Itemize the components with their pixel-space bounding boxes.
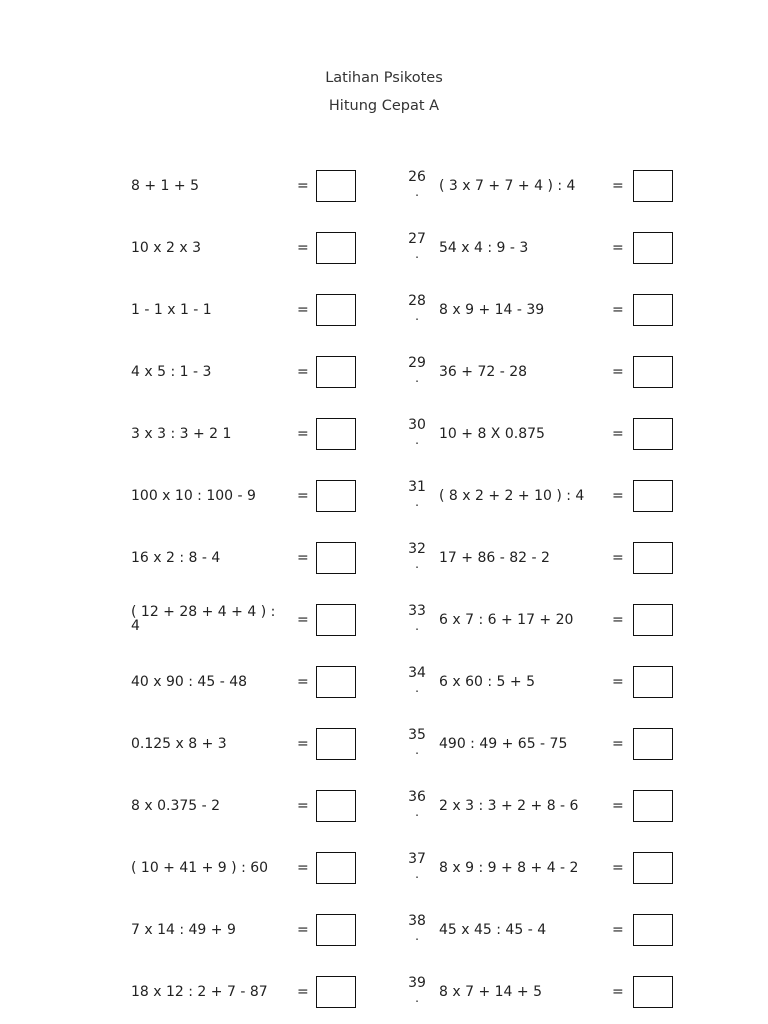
equals-sign: = bbox=[297, 860, 309, 876]
question-expression: 17 + 86 - 82 - 2 bbox=[439, 550, 550, 566]
question-number bbox=[406, 170, 428, 198]
answer-box[interactable] bbox=[316, 170, 356, 202]
question-expression: ( 10 + 41 + 9 ) : 60 bbox=[131, 860, 269, 876]
page-title: Latihan Psikotes bbox=[325, 70, 443, 86]
answer-box[interactable] bbox=[633, 170, 673, 202]
question-number-digits: 31 bbox=[408, 479, 426, 495]
question-number bbox=[406, 480, 428, 508]
equals-sign: = bbox=[297, 488, 309, 504]
question-number bbox=[406, 418, 428, 446]
equals-sign: = bbox=[612, 488, 624, 504]
answer-box[interactable] bbox=[633, 356, 673, 388]
equals-sign: = bbox=[612, 922, 624, 938]
question-number-digits: 34 bbox=[408, 665, 426, 681]
equals-sign: = bbox=[297, 178, 309, 194]
answer-box[interactable] bbox=[633, 604, 673, 636]
question-number-dot: . bbox=[415, 991, 419, 1005]
question-number bbox=[406, 666, 428, 694]
question-expression: 8 x 9 : 9 + 8 + 4 - 2 bbox=[439, 860, 579, 876]
question-number-dot: . bbox=[415, 557, 419, 571]
question-number bbox=[406, 728, 428, 756]
answer-box[interactable] bbox=[316, 294, 356, 326]
equals-sign: = bbox=[612, 736, 624, 752]
question-number-digits: 32 bbox=[408, 541, 426, 557]
question-number bbox=[406, 294, 428, 322]
answer-box[interactable] bbox=[633, 852, 673, 884]
question-expression: 8 x 9 + 14 - 39 bbox=[439, 302, 545, 318]
page-subtitle: Hitung Cepat A bbox=[328, 98, 440, 114]
equals-sign: = bbox=[297, 798, 309, 814]
question-number-dot: . bbox=[415, 929, 419, 943]
equals-sign: = bbox=[612, 798, 624, 814]
answer-box[interactable] bbox=[316, 418, 356, 450]
question-expression: 4 x 5 : 1 - 3 bbox=[131, 364, 212, 380]
answer-box[interactable] bbox=[633, 232, 673, 264]
question-number-digits: 30 bbox=[408, 417, 426, 433]
equals-sign: = bbox=[612, 612, 624, 628]
answer-box[interactable] bbox=[316, 356, 356, 388]
question-number-dot: . bbox=[415, 185, 419, 199]
answer-box[interactable] bbox=[633, 728, 673, 760]
equals-sign: = bbox=[297, 426, 309, 442]
answer-box[interactable] bbox=[316, 542, 356, 574]
question-expression: ( 8 x 2 + 2 + 10 ) : 4 bbox=[439, 488, 585, 504]
question-number bbox=[406, 852, 428, 880]
question-number-dot: . bbox=[415, 867, 419, 881]
question-number-digits: 26 bbox=[408, 169, 426, 185]
answer-box[interactable] bbox=[316, 232, 356, 264]
question-expression: 0.125 x 8 + 3 bbox=[131, 736, 227, 752]
answer-box[interactable] bbox=[633, 418, 673, 450]
question-number-digits: 37 bbox=[408, 851, 426, 867]
question-expression: 18 x 12 : 2 + 7 - 87 bbox=[131, 984, 268, 1000]
question-expression: 7 x 14 : 49 + 9 bbox=[131, 922, 236, 938]
question-number-dot: . bbox=[415, 743, 419, 757]
question-expression: 490 : 49 + 65 - 75 bbox=[439, 736, 568, 752]
question-number-digits: 36 bbox=[408, 789, 426, 805]
question-expression: 16 x 2 : 8 - 4 bbox=[131, 550, 221, 566]
answer-box[interactable] bbox=[633, 480, 673, 512]
equals-sign: = bbox=[297, 302, 309, 318]
equals-sign: = bbox=[612, 364, 624, 380]
question-expression: 100 x 10 : 100 - 9 bbox=[131, 488, 256, 504]
equals-sign: = bbox=[612, 984, 624, 1000]
question-expression: 8 x 7 + 14 + 5 bbox=[439, 984, 542, 1000]
question-expression: 40 x 90 : 45 - 48 bbox=[131, 674, 248, 690]
question-number bbox=[406, 604, 428, 632]
question-expression: 3 x 3 : 3 + 2 1 bbox=[131, 426, 232, 442]
equals-sign: = bbox=[612, 302, 624, 318]
question-number-digits: 39 bbox=[408, 975, 426, 991]
answer-box[interactable] bbox=[633, 542, 673, 574]
equals-sign: = bbox=[612, 178, 624, 194]
answer-box[interactable] bbox=[316, 728, 356, 760]
equals-sign: = bbox=[297, 736, 309, 752]
question-number-dot: . bbox=[415, 433, 419, 447]
equals-sign: = bbox=[297, 674, 309, 690]
answer-box[interactable] bbox=[633, 914, 673, 946]
answer-box[interactable] bbox=[316, 604, 356, 636]
equals-sign: = bbox=[612, 426, 624, 442]
equals-sign: = bbox=[612, 674, 624, 690]
question-number-dot: . bbox=[415, 371, 419, 385]
answer-box[interactable] bbox=[316, 790, 356, 822]
answer-box[interactable] bbox=[633, 790, 673, 822]
question-number-dot: . bbox=[415, 309, 419, 323]
question-number-digits: 35 bbox=[408, 727, 426, 743]
question-expression: 36 + 72 - 28 bbox=[439, 364, 528, 380]
question-number-dot: . bbox=[415, 619, 419, 633]
question-expression: 10 + 8 X 0.875 bbox=[439, 426, 545, 442]
question-number-digits: 27 bbox=[408, 231, 426, 247]
question-expression: 8 x 0.375 - 2 bbox=[131, 798, 221, 814]
question-number bbox=[406, 790, 428, 818]
answer-box[interactable] bbox=[316, 976, 356, 1008]
question-expression: 45 x 45 : 45 - 4 bbox=[439, 922, 547, 938]
question-expression: 10 x 2 x 3 bbox=[131, 240, 201, 256]
equals-sign: = bbox=[612, 860, 624, 876]
answer-box[interactable] bbox=[316, 480, 356, 512]
equals-sign: = bbox=[297, 550, 309, 566]
question-expression: 2 x 3 : 3 + 2 + 8 - 6 bbox=[439, 798, 579, 814]
equals-sign: = bbox=[297, 364, 309, 380]
equals-sign: = bbox=[612, 240, 624, 256]
answer-box[interactable] bbox=[316, 666, 356, 698]
equals-sign: = bbox=[612, 550, 624, 566]
answer-box[interactable] bbox=[633, 976, 673, 1008]
question-number-dot: . bbox=[415, 805, 419, 819]
question-number bbox=[406, 356, 428, 384]
answer-box[interactable] bbox=[633, 294, 673, 326]
question-expression: ( 12 + 28 + 4 + 4 ) : 4 bbox=[131, 604, 276, 634]
question-number bbox=[406, 542, 428, 570]
equals-sign: = bbox=[297, 612, 309, 628]
answer-box[interactable] bbox=[316, 852, 356, 884]
question-number-dot: . bbox=[415, 495, 419, 509]
question-expression: 54 x 4 : 9 - 3 bbox=[439, 240, 529, 256]
question-expression: ( 3 x 7 + 7 + 4 ) : 4 bbox=[439, 178, 576, 194]
answer-box[interactable] bbox=[316, 914, 356, 946]
equals-sign: = bbox=[297, 240, 309, 256]
answer-box[interactable] bbox=[633, 666, 673, 698]
question-number-digits: 29 bbox=[408, 355, 426, 371]
question-number-dot: . bbox=[415, 247, 419, 261]
question-number bbox=[406, 914, 428, 942]
question-expression: 6 x 60 : 5 + 5 bbox=[439, 674, 535, 690]
question-expression: 6 x 7 : 6 + 17 + 20 bbox=[439, 612, 574, 628]
question-number-digits: 33 bbox=[408, 603, 426, 619]
question-number-digits: 38 bbox=[408, 913, 426, 929]
question-number bbox=[406, 976, 428, 1004]
question-expression: 8 + 1 + 5 bbox=[131, 178, 199, 194]
question-number-dot: . bbox=[415, 681, 419, 695]
equals-sign: = bbox=[297, 922, 309, 938]
equals-sign: = bbox=[297, 984, 309, 1000]
question-number-digits: 28 bbox=[408, 293, 426, 309]
question-number bbox=[406, 232, 428, 260]
question-expression: 1 - 1 x 1 - 1 bbox=[131, 302, 212, 318]
